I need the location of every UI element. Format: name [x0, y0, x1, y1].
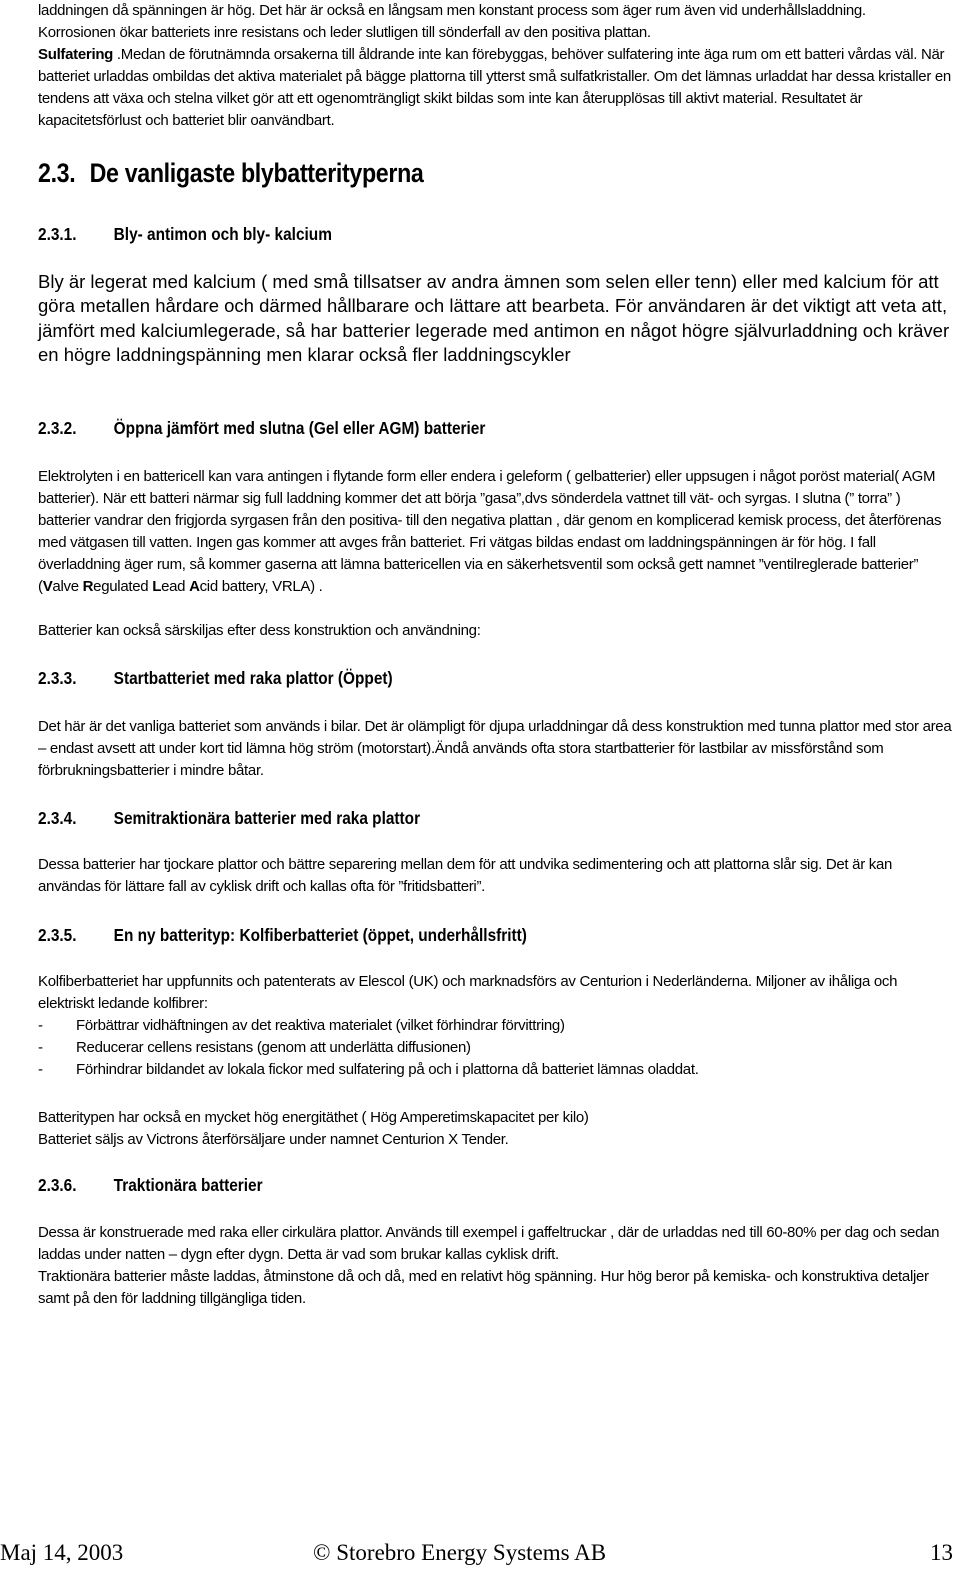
- paragraph-2-3-2: [38, 466, 952, 598]
- paragraph-construction: Batterier kan också särskiljas efter dess konstruktion och användning:: [38, 622, 481, 639]
- subsection-heading-2-3-4: [38, 808, 420, 829]
- footer-company: © Storebro Energy Systems AB: [313, 1540, 607, 1565]
- subsection-number: 2.3.3.: [38, 668, 77, 688]
- dash-bullet: -: [38, 1061, 43, 1078]
- subsection-title: Traktionära batterier: [113, 1175, 263, 1195]
- subsection-heading-2-3-6: [38, 1175, 263, 1196]
- intro-block: [38, 0, 952, 132]
- subsection-number: 2.3.6.: [38, 1175, 77, 1195]
- dash-bullet: -: [38, 1017, 43, 1034]
- paragraph-2-3-5: [38, 971, 952, 1081]
- gel-agm-text: Elektrolyten i en battericell kan vara antingen i flytande form eller endera i geleform ( gelbatterier) eller uppsugen i något poröst material( AGM batterier). När ett batteri närmar sig full laddning kommer det att börja ”gasa”,dvs sönderdela vattnet till vät- och syrgas. I slutna (” torra” ) batterier vandrar den frigjorda syrgasen från den positiva- till den negativa plattan , där genom en komplicerad kemisk process, det återförenas med vätgasen till vatten. Ingen gas kommer att avges från batteriet. Fri vätgas bildas endast om laddningspänningen är för hög. I fall överladdning äger rum, så kommer gaserna att lämna battericellen via en säkerhetsventil som också gett namnet ”ventilreglerade batterier” (: [38, 468, 942, 595]
- vrla-letter: L: [152, 578, 162, 595]
- subsection-number: 2.3.1.: [38, 224, 77, 244]
- subsection-title: Semitraktionära batterier med raka plattor: [113, 808, 421, 828]
- subsection-heading-2-3-3: [38, 668, 393, 689]
- vrla-word: egulated: [93, 578, 153, 595]
- list-item-text: Förbättrar vidhäftningen av det reaktiva materialet (vilket förhindrar förvittring): [76, 1017, 565, 1034]
- footer-date: Maj 14, 2003: [0, 1540, 124, 1565]
- traction-text-b: Traktionära batterier måste laddas, åtminstone då och då, med en relativt hög spänning. Hur hög beror på kemiska- och konstruktiva detaljer samt på den för laddning tillgängliga tiden.: [38, 1268, 929, 1307]
- sulfatering-paragraph: [38, 44, 952, 132]
- subsection-heading-2-3-1: [38, 224, 332, 245]
- subsection-title: En ny batterityp: Kolfiberbatteriet (öppet, underhållsfritt): [113, 925, 527, 945]
- vrla-letter: R: [82, 578, 94, 595]
- subsection-title: Startbatteriet med raka plattor (Öppet): [113, 668, 393, 688]
- paragraph-2-3-4: Dessa batterier har tjockare plattor och bättre separering mellan dem för att undvika sedimentering och att plattorna slår sig. Det är kan användas för lättare fall av cyklisk drift och kallas ofta för ”fritidsbatteri”.: [38, 856, 893, 895]
- vrla-word: ead: [161, 578, 190, 595]
- centurion-text: Batteriet säljs av Victrons återförsäljare under namnet Centurion X Tender.: [38, 1131, 509, 1148]
- list-item: [38, 1037, 952, 1059]
- subsection-number: 2.3.2.: [38, 418, 77, 438]
- section-title: De vanligaste blybatterityperna: [89, 158, 424, 188]
- paragraph-2-3-5-b: [38, 1107, 952, 1151]
- subsection-title: Öppna jämfört med slutna (Gel eller AGM) batterier: [113, 418, 486, 438]
- vrla-letter: A: [189, 578, 200, 595]
- footer-page-number: 13: [930, 1540, 953, 1565]
- paragraph-2-3-1: Bly är legerat med kalcium ( med små tillsatser av andra ämnen som selen eller tenn) eller med kalcium för att göra metallen hårdare och därmed hållbarare och lättare att bearbeta. För användaren är det viktigt att veta att, jämfört med kalciumlegerade, så har batterier legerade med antimon en något högre självurladdning och kräver en högre laddningspänning men klarar också fler laddningscykler: [38, 271, 950, 365]
- list-item-text: Reducerar cellens resistans (genom att underlätta diffusionen): [76, 1039, 471, 1056]
- section-heading-2-3: [38, 158, 423, 189]
- list-item: [38, 1059, 952, 1081]
- intro-line-2: Korrosionen ökar batteriets inre resistans och leder slutligen till sönderfall av den positiva plattan.: [38, 24, 651, 41]
- list-item: [38, 1015, 952, 1037]
- traction-text-a: Dessa är konstruerade med raka eller cirkulära plattor. Används till exempel i gaffeltruckar , där de urladdas ned till 60-80% per dag och sedan laddas under natten – dygn efter dygn. Detta är vad som brukar kallas cyklisk drift.: [38, 1224, 940, 1263]
- list-item-text: Förhindrar bildandet av lokala fickor med sulfatering på och i plattorna då batteriet lämnas oladdat.: [76, 1061, 699, 1078]
- energy-density-text: Batteritypen har också en mycket hög energitäthet ( Hög Amperetimskapacitet per kilo): [38, 1109, 589, 1126]
- section-number: 2.3.: [38, 158, 76, 188]
- subsection-heading-2-3-2: [38, 418, 485, 439]
- subsection-number: 2.3.5.: [38, 925, 77, 945]
- paragraph-2-3-3: Det här är det vanliga batteriet som används i bilar. Det är olämpligt för djupa urladdningar då dess konstruktion med tunna plattor med stor area – endast avsett att under kort tid lämna hög ström (motorstart).Ändå används ofta stora startbatterier för lastbilar av missförstånd som förbrukningsbatterier i mindre båtar.: [38, 718, 952, 779]
- subsection-title: Bly- antimon och bly- kalcium: [113, 224, 332, 244]
- vrla-letter: V: [42, 578, 53, 595]
- sulfatering-text: .Medan de förutnämnda orsakerna till åldrande inte kan förebyggas, behöver sulfatering inte äga rum om ett batteri vårdas väl. När batteriet urladdas ombildas det aktiva materialet på bägge plattorna till ytterst små sulfatkristaller. Om det lämnas urladdat har dessa kristaller en tendens att växa och stelna vilket gör att ett ogenomträngligt skikt bildas som inte kan återupplösas till aktivt material. Resultatet är kapacitetsförlust och batteriet blir oanvändbart.: [38, 46, 951, 129]
- intro-line-1: laddningen då spänningen är hög. Det här är också en långsam men konstant process som äger rum även vid underhållsladdning.: [38, 2, 866, 19]
- sulfatering-label: Sulfatering: [38, 46, 114, 63]
- paragraph-2-3-6: [38, 1222, 952, 1310]
- kolfiber-intro: Kolfiberbatteriet har uppfunnits och patenterats av Elescol (UK) och marknadsförs av Centurion i Nederländerna. Miljoner av ihåliga och elektriskt ledande kolfibrer:: [38, 973, 898, 1012]
- subsection-number: 2.3.4.: [38, 808, 77, 828]
- subsection-heading-2-3-5: [38, 925, 527, 946]
- dash-bullet: -: [38, 1039, 43, 1056]
- vrla-word: cid battery, VRLA) .: [199, 578, 323, 595]
- vrla-word: alve: [52, 578, 83, 595]
